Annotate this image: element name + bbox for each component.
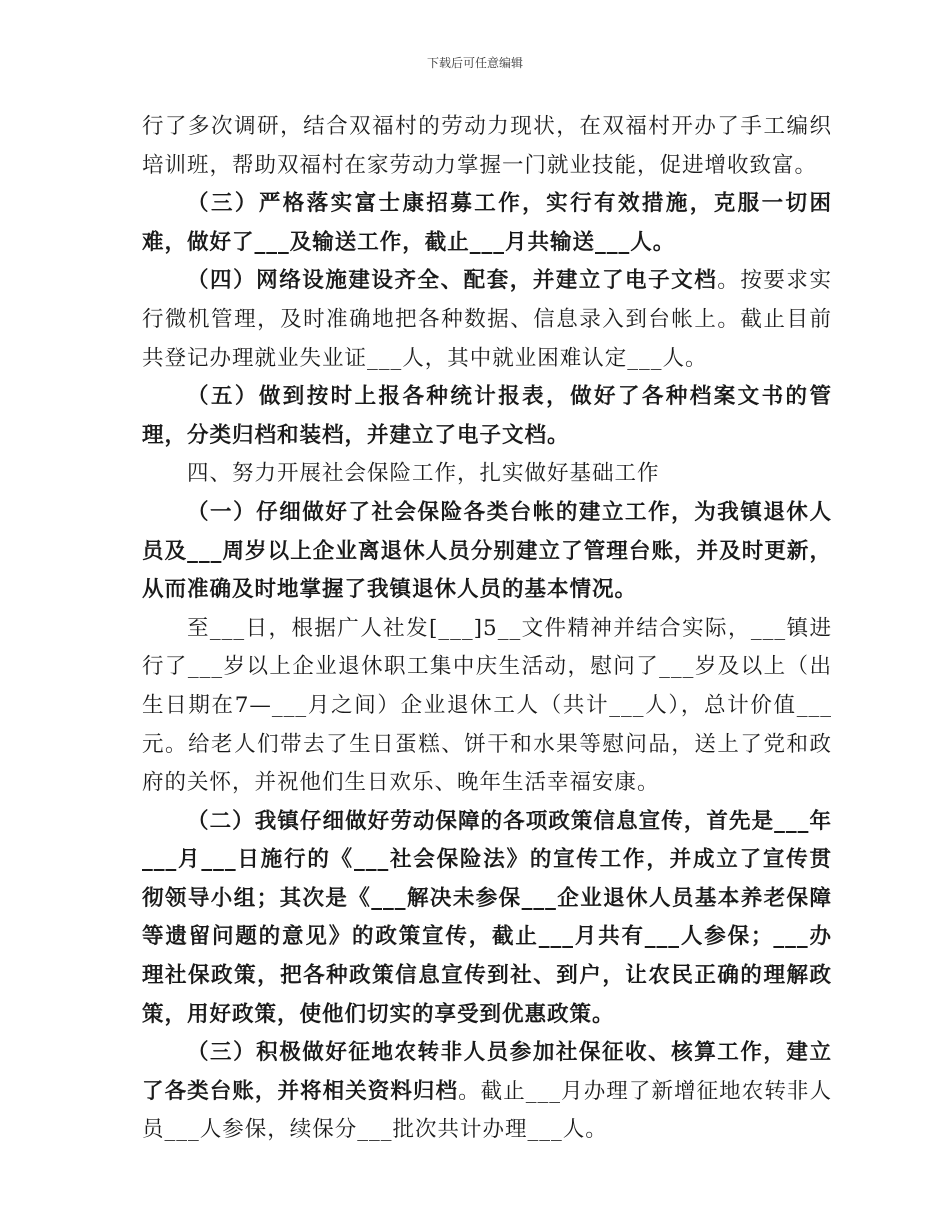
paragraph-6 [142, 494, 832, 610]
section-heading-4 [142, 455, 832, 494]
paragraph-8 [142, 803, 832, 1035]
paragraph-9 [142, 1034, 832, 1150]
paragraph-1 [142, 108, 832, 185]
paragraph-7 [142, 610, 832, 803]
paragraph-3-bold: （四）网络设施建设齐全、配套，并建立了电子文档 [187, 268, 718, 294]
document-body [142, 108, 832, 1150]
paragraph-2 [142, 185, 832, 262]
paragraph-1-text: 行了多次调研，结合双福村的劳动力现状，在双福村开办了手工编织培训班，帮助双福村在家劳动力掌握一门就业技能，促进增收致富。 [142, 114, 832, 178]
paragraph-2-bold: （三）严格落实富士康招募工作，实行有效措施，克服一切困难，做好了___及输送工作，截止___月共输送___人。 [142, 191, 832, 255]
paragraph-8-bold: （二）我镇仔细做好劳动保障的各项政策信息宣传，首先是___年___月___日施行的《___社会保险法》的宣传工作，并成立了宣传贯彻领导小组；其次是《___解决未参保___企业退休人员基本养老保障等遗留问题的意见》的政策宣传，截止___月共有___人参保；___办理社保政策，把各种政策信息宣传到社、到户，让农民正确的理解政策，用好政策，使他们切实的享受到优惠政策。 [142, 808, 832, 1027]
paragraph-6-bold: （一）仔细做好了社会保险各类台帐的建立工作，为我镇退休人员及___周岁以上企业离退休人员分别建立了管理台账，并及时更新，从而准确及时地掌握了我镇退休人员的基本情况。 [142, 499, 832, 603]
paragraph-4 [142, 378, 832, 455]
paragraph-9-text: 。截止___月办理了新增征地农转非人员___人参保，续保分___批次共计办理___人。 [142, 1078, 832, 1143]
paragraph-3-text: 。按要求实行微机管理，及时准确地把各种数据、信息录入到台帐上。截止目前共登记办理就业失业证___人，其中就业困难认定___人。 [142, 268, 832, 371]
paragraph-7-text: 至___日，根据广人社发[___]5__文件精神并结合实际，___镇进行了___岁以上企业退休职工集中庆生活动，慰问了___岁及以上（出生日期在7—___月之间）企业退休工人（共计___人），总计价值___元。给老人们带去了生日蛋糕、饼干和水果等慰问品，送上了党和政府的关怀，并祝他们生日欢乐、晚年生活幸福安康。 [142, 615, 832, 796]
paragraph-9-bold: （三）积极做好征地农转非人员参加社保征收、核算工作，建立了各类台账，并将相关资料归档 [142, 1040, 832, 1104]
section-heading-4-text: 四、努力开展社会保险工作，扎实做好基础工作 [187, 461, 660, 487]
paragraph-3 [142, 262, 832, 378]
paragraph-4-bold: （五）做到按时上报各种统计报表，做好了各种档案文书的管理，分类归档和装档，并建立了电子文档。 [142, 384, 832, 448]
page-header: 下载后可任意编辑 [426, 56, 523, 70]
